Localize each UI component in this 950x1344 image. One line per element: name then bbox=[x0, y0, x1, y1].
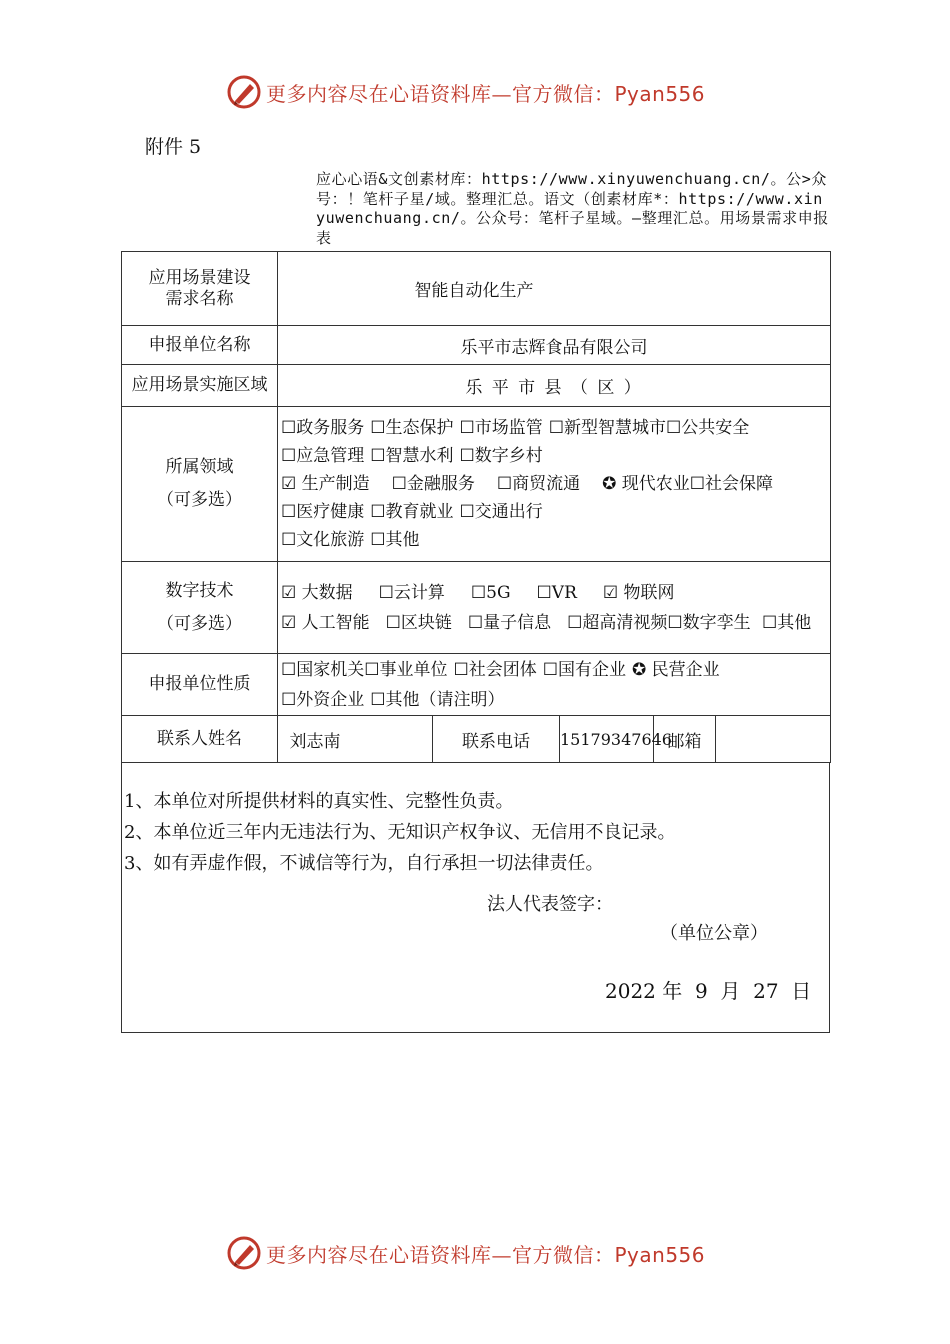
nature-option[interactable]: ☐国家机关 bbox=[281, 659, 365, 680]
tech-sub-label: （可多选） bbox=[157, 613, 242, 634]
contact-value: 刘志南 bbox=[278, 716, 433, 763]
email-label: 邮箱 bbox=[654, 716, 716, 763]
tech-option[interactable]: ☐5G bbox=[470, 582, 511, 603]
application-form bbox=[121, 251, 830, 1033]
domain-label: 所属领域 bbox=[165, 457, 234, 477]
attachment-label: 附件 5 bbox=[145, 136, 202, 158]
nature-option[interactable]: ☐国有企业 bbox=[542, 659, 626, 680]
domain-label-cell bbox=[122, 407, 278, 562]
unit-name-value: 乐平市志辉食品有限公司 bbox=[278, 326, 831, 365]
tech-option[interactable]: ☑ 大数据 bbox=[281, 582, 353, 603]
pen-logo-icon bbox=[226, 1235, 262, 1271]
domain-option[interactable]: ☐教育就业 bbox=[370, 502, 454, 522]
watermark-text: 更多内容尽在心语资料库—官方微信：Pyan556 bbox=[266, 1242, 706, 1267]
pen-logo-icon bbox=[226, 74, 262, 110]
nature-option[interactable]: ☐事业单位 bbox=[364, 659, 448, 680]
nature-option[interactable]: ✪ 民营企业 bbox=[632, 659, 720, 680]
domain-option[interactable]: ☐文化旅游 bbox=[281, 530, 365, 550]
domain-option[interactable]: ☐智慧水利 bbox=[370, 446, 454, 466]
domain-option[interactable]: ☐新型智慧城市☐公共安全 bbox=[548, 418, 750, 438]
domain-option[interactable]: ☐金融服务 bbox=[391, 474, 475, 494]
domain-option[interactable]: ☐市场监管 bbox=[459, 418, 543, 438]
nature-options bbox=[278, 654, 831, 716]
tech-option[interactable]: ☐VR bbox=[536, 582, 577, 603]
domain-option[interactable]: ☐应急管理 bbox=[281, 446, 365, 466]
source-note: 应心心语&文创素材库：https://www.xinyuwenchuang.cn/。公>众号：！笔杆子星/域。整理汇总。语文（创素材库*：https://www.xinyuwenchuang.cn/。公众号：笔杆子星域。—整理汇总。用场景需求申报表 bbox=[316, 170, 829, 247]
signature-label: 法人代表签字： bbox=[487, 894, 613, 915]
domain-option[interactable]: ☐生态保护 bbox=[370, 418, 454, 438]
row-area bbox=[122, 365, 831, 407]
tech-option[interactable]: ☐其他 bbox=[762, 612, 812, 633]
tech-label-cell bbox=[122, 562, 278, 654]
seal-label: （单位公章） bbox=[660, 923, 768, 944]
domain-option[interactable]: ☑ 生产制造 bbox=[281, 474, 370, 494]
row-nature bbox=[122, 654, 831, 716]
domain-option[interactable]: ☐医疗健康 bbox=[281, 502, 365, 522]
tech-option[interactable]: ☑ 人工智能 bbox=[281, 612, 370, 633]
area-label: 应用场景实施区域 bbox=[122, 365, 278, 407]
nature-option[interactable]: ☐外资企业 bbox=[281, 689, 365, 710]
email-value[interactable] bbox=[716, 716, 831, 763]
row-unit-name bbox=[122, 326, 831, 365]
phone-label: 联系电话 bbox=[433, 716, 560, 763]
domain-option[interactable]: ☐政务服务 bbox=[281, 418, 365, 438]
row-scene-name bbox=[122, 252, 831, 326]
form-table bbox=[121, 251, 831, 763]
tech-label: 数字技术 bbox=[165, 580, 234, 601]
declaration-box bbox=[121, 763, 830, 1033]
declaration-item: 2、本单位近三年内无违法行为、无知识产权争议、无信用不良记录。 bbox=[124, 822, 676, 843]
tech-option[interactable]: ☐量子信息 bbox=[467, 612, 552, 633]
row-tech bbox=[122, 562, 831, 654]
watermark-banner-top bbox=[226, 72, 726, 112]
row-contact bbox=[122, 716, 831, 763]
tech-options bbox=[278, 562, 831, 654]
watermark-banner-bottom bbox=[226, 1233, 726, 1273]
declaration-item: 1、本单位对所提供材料的真实性、完整性负责。 bbox=[124, 791, 514, 812]
domain-option[interactable]: ✪ 现代农业☐社会保障 bbox=[602, 474, 774, 494]
domain-option[interactable]: ☐商贸流通 bbox=[496, 474, 581, 494]
scene-name-value: 智能自动化生产 bbox=[278, 252, 831, 326]
area-value: 乐 平 市 县 （ 区 ） bbox=[278, 365, 831, 407]
tech-option[interactable]: ☑ 物联网 bbox=[602, 582, 675, 603]
nature-label: 申报单位性质 bbox=[122, 654, 278, 716]
domain-option[interactable]: ☐交通出行 bbox=[459, 502, 543, 522]
domain-sub-label: （可多选） bbox=[157, 490, 242, 510]
domain-options bbox=[278, 407, 831, 562]
watermark-text: 更多内容尽在心语资料库—官方微信：Pyan556 bbox=[266, 81, 706, 106]
row-domain bbox=[122, 407, 831, 562]
nature-option[interactable]: ☐其他（请注明） bbox=[370, 689, 505, 710]
tech-option[interactable]: ☐云计算 bbox=[378, 582, 445, 603]
domain-option[interactable]: ☐其他 bbox=[370, 530, 420, 550]
domain-option[interactable]: ☐数字乡村 bbox=[459, 446, 543, 466]
declaration-date: 2022 年 9 月 27 日 bbox=[605, 979, 812, 1003]
declaration-item: 3、如有弄虚作假，不诚信等行为，自行承担一切法律责任。 bbox=[124, 853, 604, 874]
nature-option[interactable]: ☐社会团体 bbox=[453, 659, 537, 680]
tech-option[interactable]: ☐超高清视频☐数字孪生 bbox=[567, 612, 751, 633]
contact-label: 联系人姓名 bbox=[122, 716, 278, 763]
scene-name-label: 应用场景建设需求名称 bbox=[122, 252, 278, 326]
phone-value: 15179347646 bbox=[560, 716, 654, 763]
unit-name-label: 申报单位名称 bbox=[122, 326, 278, 365]
tech-option[interactable]: ☐区块链 bbox=[385, 612, 452, 633]
